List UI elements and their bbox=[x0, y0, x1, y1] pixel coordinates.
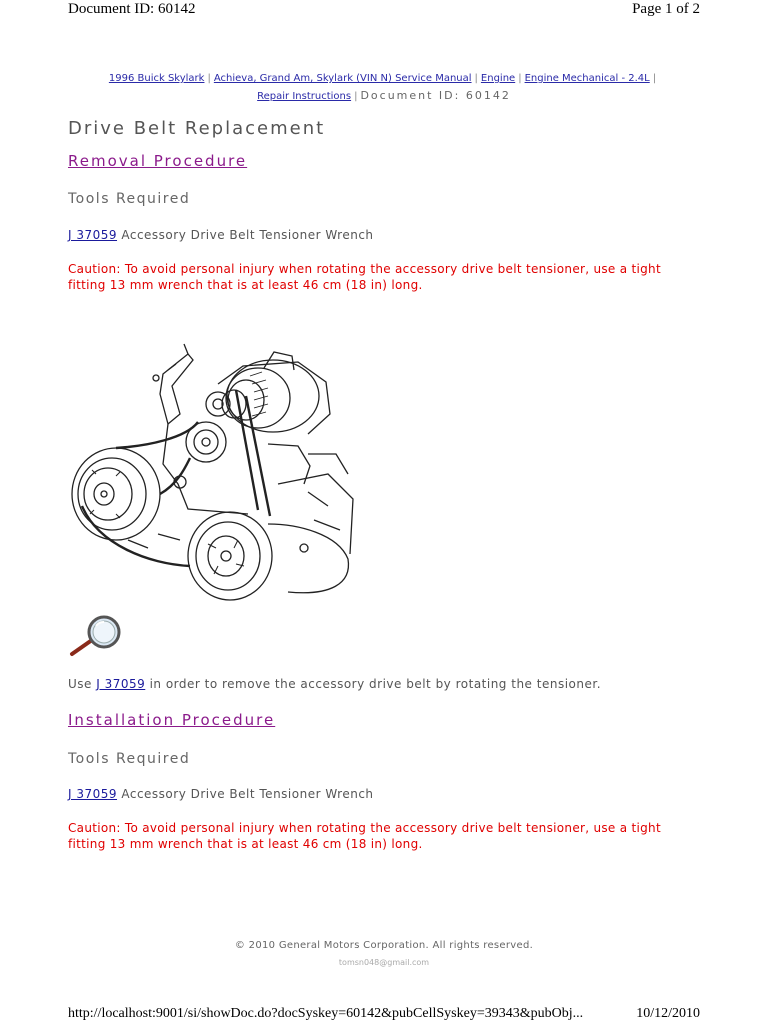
removal-step-tool-link[interactable]: J 37059 bbox=[96, 677, 146, 691]
installation-caution-text: Caution: To avoid personal injury when rotating the accessory drive belt tensioner, use a tight fitting 13 mm wrench that is at least 46 cm (18 in) long. bbox=[68, 821, 661, 851]
installation-procedure-heading[interactable]: Installation Procedure bbox=[68, 711, 276, 729]
installation-tool-link[interactable]: J 37059 bbox=[68, 787, 118, 801]
breadcrumb-separator: | bbox=[518, 73, 522, 84]
removal-procedure-heading[interactable]: Removal Procedure bbox=[68, 152, 248, 170]
header-page-number: Page 1 of 2 bbox=[632, 1, 700, 17]
breadcrumb bbox=[60, 70, 708, 105]
breadcrumb-doc-id: Document ID: 60142 bbox=[360, 89, 511, 102]
breadcrumb-separator: | bbox=[354, 91, 358, 102]
installation-tool-line bbox=[68, 787, 374, 801]
breadcrumb-separator: | bbox=[207, 73, 211, 84]
copyright-text: © 2010 General Motors Corporation. All rights reserved. bbox=[234, 940, 534, 951]
breadcrumb-link-manual[interactable]: Achieva, Grand Am, Skylark (VIN N) Service Manual bbox=[213, 73, 472, 84]
page-title: Drive Belt Replacement bbox=[68, 118, 326, 139]
breadcrumb-separator: | bbox=[474, 73, 478, 84]
removal-step-prefix: Use bbox=[68, 677, 97, 691]
removal-tools-heading: Tools Required bbox=[68, 191, 191, 207]
breadcrumb-link-engine[interactable]: Engine bbox=[480, 73, 516, 84]
footer-date: 10/12/2010 bbox=[636, 1006, 700, 1021]
breadcrumb-link-engine-mechanical[interactable]: Engine Mechanical - 2.4L bbox=[524, 73, 650, 84]
breadcrumb-separator: | bbox=[652, 73, 657, 84]
footer-url: http://localhost:9001/si/showDoc.do?docSyskey=60142&pubCellSyskey=39343&pubObj... bbox=[68, 1006, 584, 1021]
footer-email: tomsn048@gmail.com bbox=[338, 958, 430, 967]
header-document-id: Document ID: 60142 bbox=[68, 1, 196, 17]
installation-tools-heading: Tools Required bbox=[68, 751, 191, 767]
breadcrumb-link-repair-instructions[interactable]: Repair Instructions bbox=[257, 91, 352, 102]
removal-step-suffix: in order to remove the accessory drive belt by rotating the tensioner. bbox=[145, 677, 602, 691]
removal-step-text bbox=[68, 677, 601, 691]
removal-tool-line bbox=[68, 228, 374, 242]
breadcrumb-link-vehicle[interactable]: 1996 Buick Skylark bbox=[108, 73, 205, 84]
removal-caution-text: Caution: To avoid personal injury when rotating the accessory drive belt tensioner, use a tight fitting 13 mm wrench that is at least 46 cm (18 in) long. bbox=[68, 262, 661, 292]
magnifier-icon[interactable] bbox=[66, 614, 128, 660]
installation-tool-name: Accessory Drive Belt Tensioner Wrench bbox=[117, 787, 374, 801]
drive-belt-diagram bbox=[68, 334, 368, 606]
removal-tool-name: Accessory Drive Belt Tensioner Wrench bbox=[117, 228, 374, 242]
removal-tool-link[interactable]: J 37059 bbox=[68, 228, 118, 242]
